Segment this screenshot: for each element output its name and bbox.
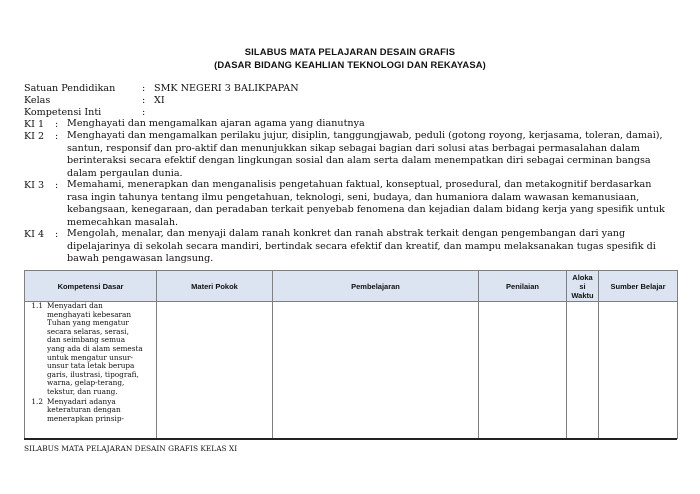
info-label: Kompetensi Inti <box>24 107 102 118</box>
ki-line: Menghayati dan mengamalkan perilaku jujur, disiplin, tanggungjawab, peduli (gotong royong, kerjasama, toleran, damai), <box>67 130 663 141</box>
kd-item-1-1 <box>25 302 156 397</box>
kd-number: 1.1 <box>31 301 43 310</box>
document-subtitle: (DASAR BIDANG KEAHLIAN TEKNOLOGI DAN REKAYASA) <box>214 59 486 70</box>
info-value: XI <box>154 95 165 106</box>
ki-text <box>67 118 676 131</box>
ki-line: rasa ingin tahunya tentang ilmu pengetahuan, teknologi, seni, budaya, dan humaniora dalam wawasan kemanusiaan, <box>67 191 640 203</box>
ki-text <box>67 179 676 229</box>
kd-line: yang ada di alam semesta <box>47 343 143 353</box>
ki-colon: : <box>55 229 59 240</box>
ki-line: Menghayati dan mengamalkan ajaran agama yang dianutnya <box>67 118 365 129</box>
footer-divider <box>24 438 677 440</box>
kd-line: secara selaras, serasi, <box>47 326 129 336</box>
ki-line: bawah pengawasan langsung. <box>67 253 214 264</box>
header-line: si <box>579 281 586 291</box>
header-pembelajaran: Pembelajaran <box>273 271 479 302</box>
info-colon: : <box>142 95 146 106</box>
header-materi-pokok: Materi Pokok <box>157 271 273 302</box>
kd-line: Tuhan yang mengatur <box>47 318 129 328</box>
ki-line: Mengolah, menalar, dan menyaji dalam ranah konkret dan ranah abstrak terkait dengan pengembangan dari yang <box>67 228 626 239</box>
ki-line: santun, responsif dan pro-aktif dan menunjukkan sikap sebagai bagian dari solusi atas berbagai permasalahan dalam <box>67 142 640 154</box>
kd-number: 1.2 <box>31 396 43 406</box>
header-line: Aloka <box>572 272 593 282</box>
syllabus-table <box>24 270 678 439</box>
ki-code: KI 1 <box>24 119 45 130</box>
ki-line: berinteraksi secara efektif dengan lingkungan sosial dan alam serta dalam menempatkan diri sebagai cerminan bangsa <box>67 155 651 166</box>
kd-line: menerapkan prinsip- <box>47 413 124 423</box>
ki-line: dalam pergaulan dunia. <box>67 167 183 179</box>
kd-line: untuk mengatur unsur- <box>47 352 133 362</box>
kd-text <box>47 398 156 424</box>
header-alokasi-waktu <box>567 271 599 302</box>
cell-pembelajaran <box>273 302 479 439</box>
info-colon: : <box>142 107 146 118</box>
kd-line: Menyadari dan <box>47 301 103 310</box>
ki-colon: : <box>55 119 59 130</box>
header-kompetensi-dasar: Kompetensi Dasar <box>25 271 157 302</box>
page-footer: SILABUS MATA PELAJARAN DESAIN GRAFIS KELAS XI <box>24 444 238 453</box>
kd-line: unsur tata letak berupa <box>47 361 135 371</box>
cell-materi-pokok <box>157 302 273 439</box>
cell-penilaian <box>479 302 567 439</box>
document-title: SILABUS MATA PELAJARAN DESAIN GRAFIS <box>244 46 456 57</box>
kd-item-1-2 <box>25 398 156 424</box>
table-header-row <box>25 271 678 302</box>
ki-code: KI 2 <box>24 131 45 142</box>
kd-text <box>47 302 156 397</box>
kd-line: warna, gelap-terang, <box>47 378 125 388</box>
ki-line: dipelajarinya di sekolah secara mandiri, bertindak secara efektif dan kreatif, dan mampu melaksanakan tugas spesifik di <box>67 240 656 252</box>
header-sumber-belajar: Sumber Belajar <box>599 271 678 302</box>
header-penilaian: Penilaian <box>479 271 567 302</box>
ki-colon: : <box>55 180 59 191</box>
ki-text <box>67 130 676 180</box>
info-colon: : <box>142 83 146 94</box>
kd-line: menghayati kebesaran <box>47 309 132 319</box>
info-label: Satuan Pendidikan <box>24 83 116 94</box>
ki-code: KI 3 <box>24 180 45 191</box>
ki-line: Memahami, menerapkan dan menganalisis pengetahuan faktual, konseptual, prosedural, dan metakognitif berdasarkan <box>67 179 652 190</box>
ki-line: memecahkan masalah. <box>67 216 179 228</box>
kd-line: keteraturan dengan <box>47 405 121 415</box>
ki-text <box>67 228 676 266</box>
table-row <box>25 302 678 439</box>
kd-line: garis, ilustrasi, tipografi, <box>47 369 139 379</box>
cell-kompetensi-dasar <box>25 302 157 439</box>
ki-colon: : <box>55 131 59 142</box>
header-line: Waktu <box>571 290 594 300</box>
kd-line: Menyadari adanya <box>47 396 116 406</box>
ki-code: KI 4 <box>24 229 45 240</box>
info-value: SMK NEGERI 3 BALIKPAPAN <box>154 83 299 94</box>
ki-line: kebangsaan, kenegaraan, dan peradaban terkait penyebab fenomena dan kejadian dalam bidang kerja yang spesifik untuk <box>67 204 665 215</box>
kd-line: dan seimbang semua <box>47 335 126 345</box>
cell-sumber-belajar <box>599 302 678 439</box>
kd-line: tekstur, dan ruang. <box>47 386 118 396</box>
cell-alokasi-waktu <box>567 302 599 439</box>
info-label: Kelas <box>24 95 51 106</box>
